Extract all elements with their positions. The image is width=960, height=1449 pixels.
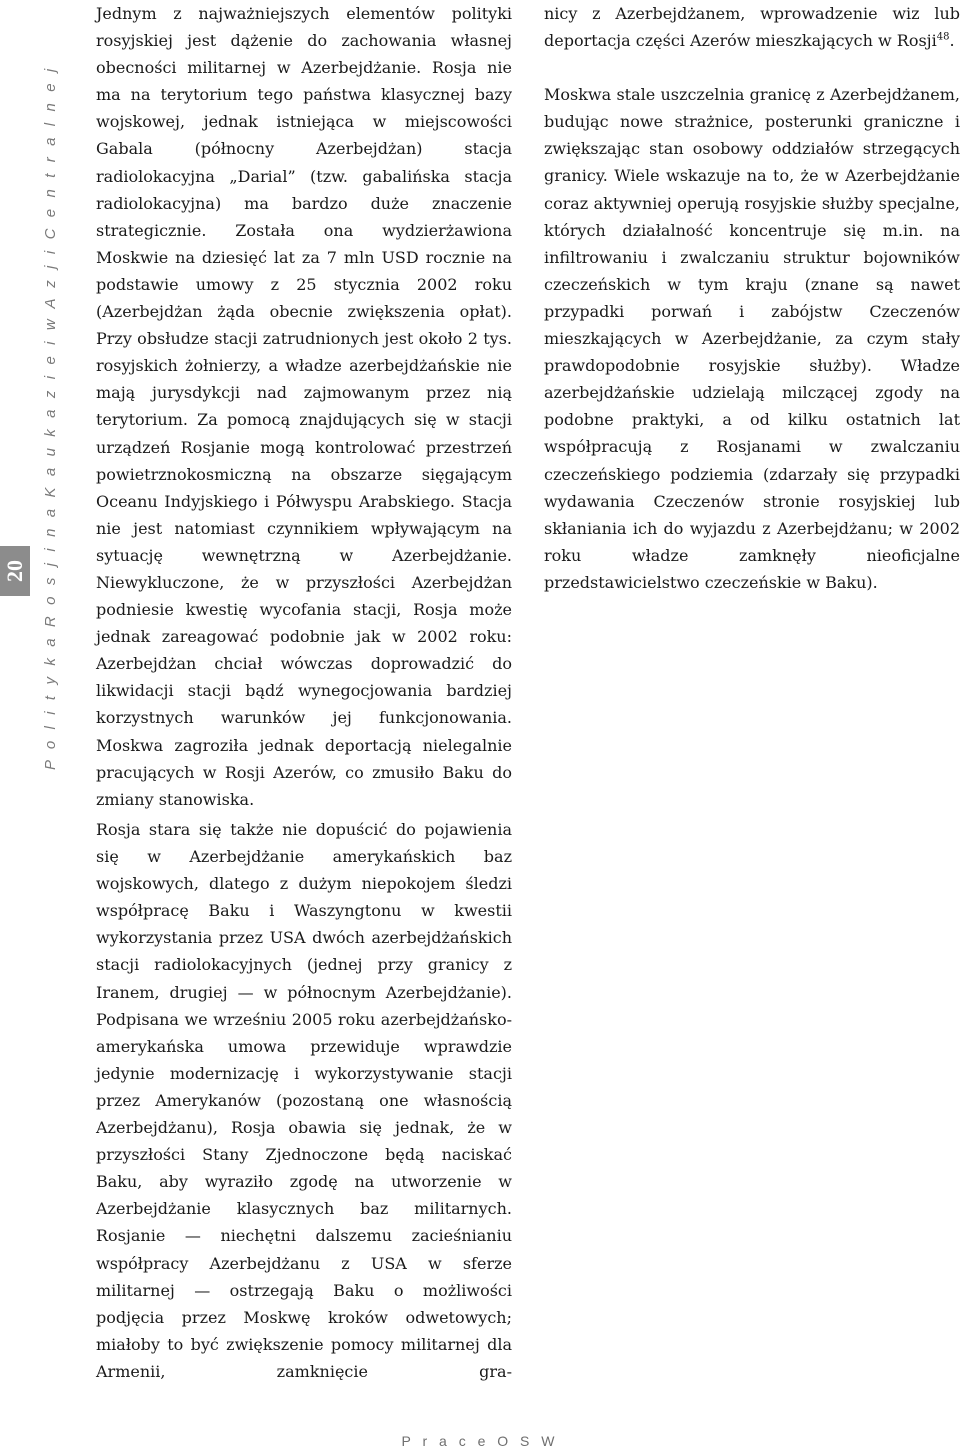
page-number-tab <box>0 546 30 596</box>
paragraph-border-security: Moskwa stale uszczelnia granicę z Azerbejdżanem, budując nowe strażnice, posterunki graniczne i zwiększając stan osobowy oddziałów strzegących granicy. Wiele wskazuje na to, że w Azerbejdżanie coraz aktywniej operują rosyjskie służby specjalne, których działalność koncentruje się m.in. na infiltrowaniu i zwalczaniu struktur bojowników czeczeńskich w tym kraju (znane są nawet przypadki porwań i zabójstw Czeczenów mieszkających w Azerbejdżanie, za czym stały prawdopodobnie rosyjskie służby). Władze azerbejdżańskie udzielają milczącej zgody na podobne praktyki, a od kilku ostatnich lat współpracują z Rosjanami w zwalczaniu czeczeńskiego podziemia (zdarzały się przypadki wydawania Czeczenów stronie rosyjskiej lub skłaniania ich do wyjazdu z Azerbejdżanu; w 2002 roku władze zamknęły nieoficjalne przedstawicielstwo czeczeńskie w Baku). <box>544 85 960 592</box>
running-title: P o l i t y k a R o s j i n a K a u k a z i e i w A z j i C e n t r a l n e j <box>42 65 59 770</box>
left-column-top <box>96 0 512 813</box>
paragraph-border-closure <box>544 0 960 54</box>
paragraph-us-bases: Rosja stara się także nie dopuścić do pojawienia się w Azerbejdżanie amerykańskich baz wojskowych, dlatego z dużym niepokojem śledzi współpracę Baku i Waszyngtonu w kwestii wykorzystania przez USA dwóch azerbejdżańskich stacji radiolokacyjnych (jednej przy granicy z Iranem, drugiej — w północnym Azerbejdżanie). Podpisana we wrześniu 2005 roku azerbejdżańsko-amerykańska umowa przewiduje wprawdzie jedynie modernizację i wykorzystywanie stacji przez Amerykanów (pozostaną one własnością Azerbejdżanu), Rosja obawia się jednak, że w przyszłości Stany Zjednoczone będą naciskać Baku, aby wyraziło zgodę na utworzenie w Azerbejdżanie klasycznych baz militarnych. Rosjanie — niechętni dalszemu zacieśnianiu współpracy Azerbejdżanu z USA w sferze militarnej — ostrzegają Baku o możliwości podjęcia przez Moskwę kroków odwetowych; miałoby to być zwiększenie pomocy militarnej dla Armenii, zamknięcie gra- <box>96 820 512 1381</box>
paragraph-border-closure-text: nicy z Azerbejdżanem, wprowadzenie wiz lub deportacja części Azerów mieszkających w Rosji <box>544 4 960 51</box>
footer-publication: P r a c e O S W <box>401 1433 559 1449</box>
page-number: 20 <box>2 560 27 582</box>
paragraph-gabala-station: Jednym z najważniejszych elementów polityki rosyjskiej jest dążenie do zachowania własnej obecności militarnej w Azerbejdżanie. Rosja nie ma na terytorium tego państwa klasycznej bazy wojskowej, jednak istniejąca w miejscowości Gabala (północny Azerbejdżan) stacja radiolokacyjna „Darial” (tzw. gabalińska stacja radiolokacyjna) ma bardzo duże znaczenie strategicznie. Została ona wydzierżawiona Moskwie na dziesięć lat za 7 mln USD rocznie na podstawie umowy z 25 stycznia 2002 roku (Azerbejdżan żąda obecnie zwiększenia opłat). Przy obsłudze stacji zatrudnionych jest około 2 tys. rosyjskich żołnierzy, a władze azerbejdżańskie nie mają jurysdykcji nad zajmowanym przez nią terytorium. Za pomocą znajdujących się w stacji urządzeń Rosjanie mogą kontrolować przestrzeń powietrznokosmiczną na obszarze sięgającym Oceanu Indyjskiego i Półwyspu Arabskiego. Stacja nie jest natomiast czynnikiem wpływającym na sytuację wewnętrzną w Azerbejdżanie. Niewykluczone, że w przyszłości Azerbejdżan podniesie kwestię wycofania stacji, Rosja może jednak zareagować podobnie jak w 2002 roku: Azerbejdżan chciał wówczas doprowadzić do likwidacji stacji bądź wynegocjowania bardziej korzystnych warunków jej funkcjonowania. Moskwa zagroziła jednak deportacją nielegalnie pracujących w Rosji Azerów, co zmusiło Baku do zmiany stanowiska. <box>96 4 512 809</box>
left-column-bottom <box>96 816 512 1385</box>
paragraph-border-closure-end: . <box>949 31 955 51</box>
right-column <box>544 0 960 596</box>
footnote-marker[interactable]: 48 <box>936 31 950 43</box>
